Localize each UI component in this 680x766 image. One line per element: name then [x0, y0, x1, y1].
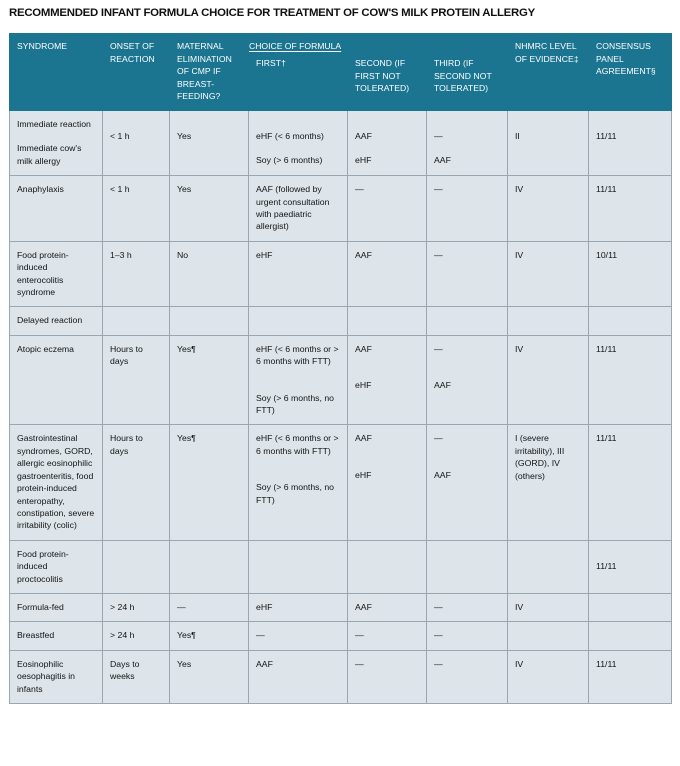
cell-first-choice: [249, 622, 348, 650]
second-choice-value: AAF: [355, 601, 372, 612]
column-header-third-choice: [427, 57, 508, 111]
second-choice-value-secondary: eHF: [355, 155, 372, 166]
cell-third-choice: [427, 593, 508, 621]
cell-syndrome: [10, 110, 103, 175]
cell-maternal-elimination: [170, 650, 249, 703]
syndrome-label: Atopic eczema: [17, 343, 74, 354]
cell-onset: [103, 110, 170, 175]
third-choice-value: —: [434, 249, 443, 260]
cell-onset: [103, 335, 170, 425]
third-choice-value: —: [434, 130, 443, 141]
nhmrc-evidence-value: I (severe irritability), III (GORD), IV (others): [515, 433, 565, 481]
column-header-second-choice-label: SECOND (IF FIRST NOT TOLERATED): [355, 58, 410, 94]
second-choice-value: AAF: [355, 130, 372, 141]
cell-third-choice: [427, 650, 508, 703]
table-body: [10, 110, 672, 703]
cell-second-choice: [348, 425, 427, 540]
cell-first-choice: [249, 241, 348, 307]
cell-onset: [103, 307, 170, 335]
cell-maternal-elimination: [170, 425, 249, 540]
column-header-choice-of-formula-label: CHOICE OF FORMULA: [249, 41, 342, 51]
first-choice-value-secondary: Soy (> 6 months): [256, 155, 323, 166]
column-header-third-choice-label: THIRD (IF SECOND NOT TOLERATED): [434, 58, 492, 94]
first-choice-value-secondary: Soy (> 6 months, no FTT): [256, 482, 334, 505]
cell-syndrome: [10, 307, 103, 335]
syndrome-label: Food protein-induced enterocolitis syndrome: [17, 249, 69, 298]
consensus-agreement-value: 11/11: [596, 343, 617, 354]
table-row: [10, 650, 672, 703]
maternal-elimination-value: Yes¶: [177, 630, 196, 641]
cell-second-choice: [348, 241, 427, 307]
nhmrc-evidence-value: IV: [515, 601, 524, 612]
cell-first-choice: [249, 650, 348, 703]
cell-consensus-agreement: [589, 110, 672, 175]
first-choice-value: eHF (< 6 months): [256, 130, 324, 141]
formula-table-container: [9, 33, 671, 704]
cell-maternal-elimination: [170, 622, 249, 650]
nhmrc-evidence-value: IV: [515, 658, 524, 669]
cell-third-choice: [427, 425, 508, 540]
consensus-agreement-value: 11/11: [596, 184, 617, 195]
third-choice-value: —: [434, 601, 443, 612]
cell-nhmrc-evidence: [508, 335, 589, 425]
column-header-maternal-elimination: [170, 34, 249, 111]
column-header-first-choice-label: FIRST†: [256, 58, 286, 69]
consensus-agreement-value: 10/11: [596, 249, 618, 260]
cell-consensus-agreement: [589, 176, 672, 242]
cell-maternal-elimination: [170, 307, 249, 335]
column-header-syndrome: [10, 34, 103, 111]
first-choice-value: eHF (< 6 months or > 6 months with FTT): [256, 343, 339, 367]
cell-onset: [103, 176, 170, 242]
cell-syndrome: [10, 593, 103, 621]
syndrome-label: Eosinophilic oesophagitis in infants: [17, 658, 75, 694]
third-choice-value-secondary: AAF: [434, 469, 451, 480]
cell-consensus-agreement: [589, 425, 672, 540]
cell-second-choice: [348, 335, 427, 425]
table-row: [10, 540, 672, 593]
nhmrc-evidence-value: II: [515, 130, 520, 141]
column-header-nhmrc-evidence: [508, 34, 589, 111]
cell-second-choice: [348, 110, 427, 175]
syndrome-label: Delayed reaction: [17, 315, 83, 326]
cell-nhmrc-evidence: [508, 593, 589, 621]
second-choice-value: AAF: [355, 433, 372, 444]
maternal-elimination-value: Yes: [177, 658, 192, 669]
syndrome-label-secondary: Immediate cow's milk allergy: [17, 143, 82, 166]
nhmrc-evidence-value: IV: [515, 249, 524, 260]
cell-second-choice: [348, 622, 427, 650]
cell-first-choice: [249, 110, 348, 175]
cell-syndrome: [10, 241, 103, 307]
cell-onset: [103, 622, 170, 650]
cell-maternal-elimination: [170, 241, 249, 307]
second-choice-value-secondary: eHF: [355, 469, 372, 480]
cell-third-choice: [427, 110, 508, 175]
cell-nhmrc-evidence: [508, 650, 589, 703]
table-row: [10, 622, 672, 650]
column-header-onset: [103, 34, 170, 111]
cell-maternal-elimination: [170, 176, 249, 242]
maternal-elimination-value: Yes: [177, 184, 192, 195]
first-choice-value: AAF: [256, 658, 273, 669]
cell-second-choice: [348, 176, 427, 242]
third-choice-value: —: [434, 630, 443, 641]
cell-syndrome: [10, 622, 103, 650]
third-choice-value: —: [434, 184, 443, 195]
column-header-first-choice: [249, 57, 348, 111]
column-header-consensus-agreement-label: CONSENSUS PANEL AGREEMENT§: [596, 41, 656, 77]
cell-consensus-agreement: [589, 650, 672, 703]
second-choice-value: AAF: [355, 249, 372, 260]
cell-maternal-elimination: [170, 110, 249, 175]
onset-value: 1–3 h: [110, 249, 132, 260]
column-header-maternal-elimination-label: MATERNAL ELIMINATION OF CMP IF BREAST-FEEDING?: [177, 41, 232, 102]
syndrome-label: Anaphylaxis: [17, 184, 64, 195]
cell-first-choice: [249, 593, 348, 621]
cell-consensus-agreement: [589, 241, 672, 307]
cell-second-choice: [348, 650, 427, 703]
cell-consensus-agreement: [589, 307, 672, 335]
cell-syndrome: [10, 335, 103, 425]
cell-maternal-elimination: [170, 593, 249, 621]
second-choice-value: —: [355, 658, 364, 669]
first-choice-value: —: [256, 630, 265, 641]
cell-first-choice: [249, 176, 348, 242]
syndrome-label: Food protein-induced proctocolitis: [17, 548, 69, 584]
cell-onset: [103, 241, 170, 307]
cell-third-choice: [427, 335, 508, 425]
cell-second-choice: [348, 307, 427, 335]
first-choice-value: eHF (< 6 months or > 6 months with FTT): [256, 433, 339, 456]
second-choice-value: —: [355, 630, 364, 641]
cell-consensus-agreement: [589, 335, 672, 425]
nhmrc-evidence-value: IV: [515, 184, 524, 195]
syndrome-label: Formula-fed: [17, 601, 64, 612]
table-row: [10, 176, 672, 242]
consensus-agreement-value: 11/11: [596, 658, 617, 669]
cell-third-choice: [427, 176, 508, 242]
cell-onset: [103, 425, 170, 540]
maternal-elimination-value: Yes¶: [177, 343, 196, 354]
maternal-elimination-value: —: [177, 601, 186, 612]
table-row-section-header: [10, 307, 672, 335]
recommended-formula-table: [9, 33, 672, 704]
cell-consensus-agreement: [589, 593, 672, 621]
first-choice-value: eHF: [256, 601, 273, 612]
cell-first-choice: [249, 307, 348, 335]
maternal-elimination-value: No: [177, 249, 189, 260]
syndrome-label: Breastfed: [17, 630, 55, 641]
cell-third-choice: [427, 307, 508, 335]
cell-third-choice: [427, 241, 508, 307]
table-row: [10, 241, 672, 307]
third-choice-value: —: [434, 658, 443, 669]
cell-onset: [103, 593, 170, 621]
cell-syndrome: [10, 176, 103, 242]
cell-maternal-elimination: [170, 335, 249, 425]
column-header-second-choice: [348, 57, 427, 111]
cell-second-choice: [348, 540, 427, 593]
cell-syndrome: [10, 425, 103, 540]
table-row: [10, 110, 672, 175]
first-choice-value: AAF (followed by urgent consultation with paediatric allergist): [256, 184, 330, 232]
header-row-top: [10, 34, 672, 57]
first-choice-value: eHF: [256, 249, 273, 260]
cell-first-choice: [249, 540, 348, 593]
cell-third-choice: [427, 540, 508, 593]
onset-value: < 1 h: [110, 130, 130, 141]
cell-onset: [103, 540, 170, 593]
cell-syndrome: [10, 650, 103, 703]
cell-onset: [103, 650, 170, 703]
cell-nhmrc-evidence: [508, 176, 589, 242]
syndrome-label: Gastrointestinal syndromes, GORD, allergic eosinophilic gastroenteritis, food protein-induced enteropathy, constipation, severe irritability (colic): [17, 433, 95, 531]
table-row: [10, 425, 672, 540]
cell-maternal-elimination: [170, 540, 249, 593]
cell-first-choice: [249, 425, 348, 540]
column-header-syndrome-label: SYNDROME: [17, 41, 68, 51]
cell-nhmrc-evidence: [508, 540, 589, 593]
cell-consensus-agreement: [589, 622, 672, 650]
cell-nhmrc-evidence: [508, 110, 589, 175]
cell-second-choice: [348, 593, 427, 621]
cell-nhmrc-evidence: [508, 307, 589, 335]
third-choice-value-secondary: AAF: [434, 380, 451, 391]
onset-value: > 24 h: [110, 630, 135, 641]
column-header-choice-of-formula-group: [249, 34, 508, 57]
syndrome-label: Immediate reaction: [17, 118, 91, 129]
cell-third-choice: [427, 622, 508, 650]
column-header-consensus-agreement: [589, 34, 672, 111]
onset-value: > 24 h: [110, 601, 135, 612]
nhmrc-evidence-value: IV: [515, 343, 524, 354]
table-row: [10, 335, 672, 425]
second-choice-value-secondary: eHF: [355, 380, 372, 391]
onset-value: Hours to days: [110, 343, 143, 367]
maternal-elimination-value: Yes: [177, 130, 192, 141]
third-choice-value-secondary: AAF: [434, 155, 451, 166]
table-row: [10, 593, 672, 621]
consensus-agreement-value: 11/11: [596, 560, 617, 571]
cell-nhmrc-evidence: [508, 241, 589, 307]
maternal-elimination-value: Yes¶: [177, 433, 196, 444]
consensus-agreement-value: 11/11: [596, 433, 617, 444]
second-choice-value: AAF: [355, 343, 372, 354]
table-header: [10, 34, 672, 111]
column-header-onset-label: ONSET OF REACTION: [110, 41, 155, 64]
column-header-nhmrc-evidence-label: NHMRC LEVEL OF EVIDENCE‡: [515, 41, 579, 64]
cell-syndrome: [10, 540, 103, 593]
consensus-agreement-value: 11/11: [596, 130, 617, 141]
cell-nhmrc-evidence: [508, 622, 589, 650]
onset-value: Days to weeks: [110, 658, 140, 682]
third-choice-value: —: [434, 433, 443, 444]
page-title: RECOMMENDED INFANT FORMULA CHOICE FOR TREATMENT OF COW'S MILK PROTEIN ALLERGY: [9, 7, 535, 19]
onset-value: Hours to days: [110, 433, 143, 456]
cell-consensus-agreement: [589, 540, 672, 593]
cell-first-choice: [249, 335, 348, 425]
second-choice-value: —: [355, 184, 364, 195]
onset-value: < 1 h: [110, 184, 130, 195]
cell-nhmrc-evidence: [508, 425, 589, 540]
first-choice-value-secondary: Soy (> 6 months, no FTT): [256, 392, 334, 416]
third-choice-value: —: [434, 343, 443, 354]
